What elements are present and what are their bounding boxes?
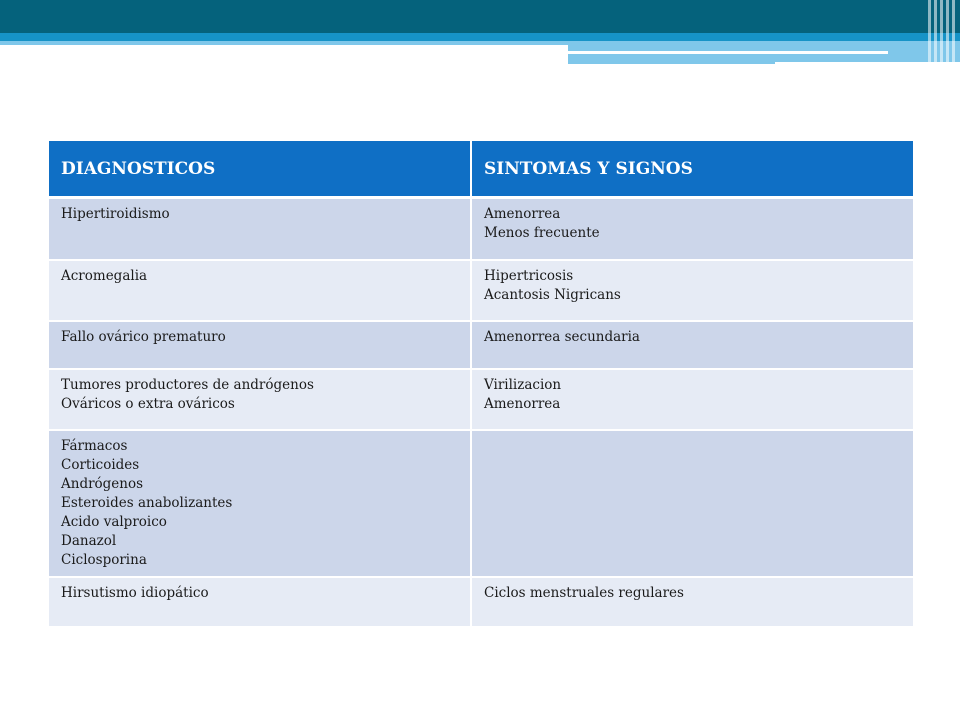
cell-text: Danazol [61,532,117,549]
table-row [49,260,913,321]
table-row [49,577,913,627]
cell-text: Hipertiroidismo [61,206,170,222]
cell-text: Acromegalia [61,267,148,284]
cell-text: Hirsutismo idiopático [61,584,209,601]
cell-text: Tumores productores de andrógenos [61,376,314,393]
sintomas-cell [471,369,913,430]
sintomas-cell [471,321,913,369]
diagnostico-cell [49,430,471,577]
table-row [49,198,913,260]
sintomas-cell [471,430,913,577]
diagnosis-table [49,141,913,628]
table-row [49,369,913,430]
cell-text: Fármacos [61,437,128,454]
diagnostico-cell [49,577,471,627]
diagnostico-cell [49,321,471,369]
cell-text: Amenorrea [484,206,561,222]
diagnostico-cell [49,369,471,430]
sintomas-cell [471,577,913,627]
sintomas-cell [471,198,913,260]
header-band-light [0,41,568,45]
cell-text: Corticoides [61,456,140,473]
cell-text: Ciclos menstruales regulares [484,584,684,601]
sintomas-cell [471,260,913,321]
cell-text: Ciclosporina [61,551,147,568]
cell-text: Ováricos o extra ováricos [61,395,235,412]
diagnostico-cell [49,198,471,260]
cell-text: Andrógenos [61,475,144,492]
cell-text: Esteroides anabolizantes [61,494,233,511]
column-header-sintomas: SINTOMAS Y SIGNOS [471,141,913,198]
diagnostico-cell [49,260,471,321]
header-band-mid [0,33,960,41]
cell-text: Hipertricosis [484,267,574,284]
table-row [49,321,913,369]
column-header-diagnosticos: DIAGNOSTICOS [49,141,471,198]
cell-text: Menos frecuente [484,225,600,241]
table-body [49,198,913,627]
cell-text: Acido valproico [61,513,167,530]
cell-text: Fallo ovárico prematuro [61,328,226,345]
cell-text: Virilizacion [484,376,562,393]
table-row [49,430,913,577]
cell-text: Amenorrea secundaria [484,328,640,345]
header-band-dark [0,0,960,33]
table-header-row [49,141,913,198]
cell-text: Amenorrea [484,395,561,412]
diagnosis-table-container [49,141,913,628]
cell-text: Acantosis Nigricans [484,286,621,303]
header-stripes [928,0,960,64]
header-accent-line [568,51,888,54]
